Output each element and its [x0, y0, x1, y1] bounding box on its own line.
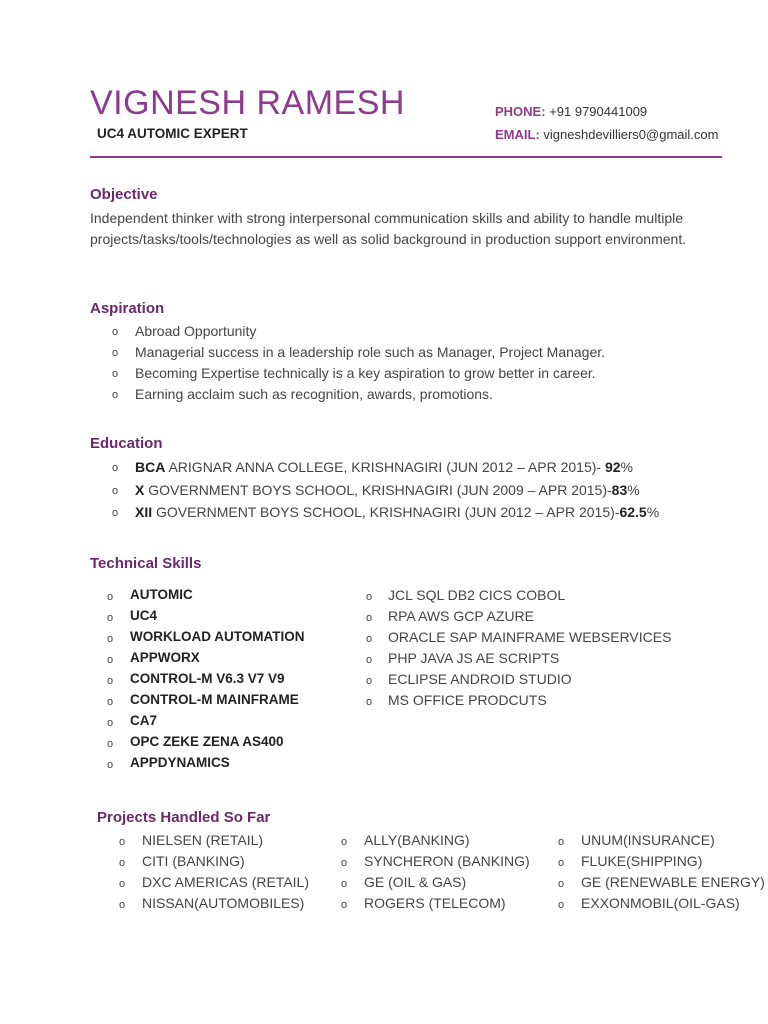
degree: XII	[135, 504, 153, 520]
percent: %	[646, 504, 660, 520]
bullet-icon: o	[107, 654, 114, 666]
bullet-icon: o	[119, 878, 126, 890]
skill-item: WORKLOAD AUTOMATION	[130, 629, 305, 644]
project-item: GE (OIL & GAS)	[364, 874, 467, 890]
bullet-icon: o	[107, 612, 114, 624]
skill-item: UC4	[130, 608, 158, 623]
bullet-icon: o	[119, 899, 126, 911]
email-label: EMAIL:	[495, 127, 540, 142]
projects-heading: Projects Handled So Far	[97, 809, 271, 826]
bullet-icon: o	[341, 857, 348, 869]
skill-item: MS OFFICE PRODCUTS	[388, 692, 547, 708]
degree: X	[135, 482, 145, 498]
list-item: Managerial success in a leadership role such as Manager, Project Manager.	[135, 344, 606, 360]
project-item: ROGERS (TELECOM)	[364, 895, 506, 911]
skill-item: APPDYNAMICS	[130, 755, 230, 770]
header-divider	[90, 156, 722, 158]
skill-item: APPWORX	[130, 650, 200, 665]
education-item	[135, 459, 633, 475]
list-item: Abroad Opportunity	[135, 323, 257, 339]
score: 83	[611, 482, 628, 498]
education-item	[135, 504, 659, 520]
bullet-icon: o	[366, 675, 373, 687]
skill-item: CA7	[130, 713, 158, 728]
email-value: vigneshdevilliers0@gmail.com	[543, 127, 719, 142]
skill-item: CONTROL-M V6.3 V7 V9	[130, 671, 285, 686]
bullet-icon: o	[341, 836, 348, 848]
degree: BCA	[135, 459, 166, 475]
skill-item: CONTROL-M MAINFRAME	[130, 692, 299, 707]
bullet-icon: o	[558, 899, 565, 911]
bullet-icon: o	[107, 759, 114, 771]
phone-label: PHONE:	[495, 104, 546, 119]
score: 92	[604, 459, 621, 475]
aspiration-heading: Aspiration	[90, 300, 165, 317]
phone-value: +91 9790441009	[549, 104, 648, 119]
bullet-icon: o	[341, 878, 348, 890]
skill-item: PHP JAVA JS AE SCRIPTS	[388, 650, 560, 666]
bullet-icon: o	[366, 633, 373, 645]
bullet-icon: o	[366, 591, 373, 603]
project-item: EXXONMOBIL(OIL-GAS)	[581, 895, 740, 911]
skill-item: ECLIPSE ANDROID STUDIO	[388, 671, 572, 687]
bullet-icon: o	[366, 612, 373, 624]
skill-item: AUTOMIC	[130, 587, 193, 602]
bullet-icon: o	[112, 507, 119, 519]
bullet-icon: o	[119, 857, 126, 869]
skill-item: OPC ZEKE ZENA AS400	[130, 734, 284, 749]
project-item: UNUM(INSURANCE)	[581, 832, 715, 848]
bullet-icon: o	[558, 878, 565, 890]
bullet-icon: o	[112, 326, 119, 338]
objective-heading: Objective	[90, 186, 158, 203]
phone-line	[495, 104, 647, 119]
project-item: SYNCHERON (BANKING)	[364, 853, 530, 869]
bullet-icon: o	[558, 836, 565, 848]
project-item: GE (RENEWABLE ENERGY)	[581, 874, 765, 890]
bullet-icon: o	[107, 738, 114, 750]
project-item: CITI (BANKING)	[142, 853, 245, 869]
bullet-icon: o	[107, 591, 114, 603]
list-item: Earning acclaim such as recognition, awards, promotions.	[135, 386, 493, 402]
education-item	[135, 482, 640, 498]
percent: %	[627, 482, 640, 498]
skill-item: RPA AWS GCP AZURE	[388, 608, 535, 624]
bullet-icon: o	[107, 633, 114, 645]
project-item: FLUKE(SHIPPING)	[581, 853, 703, 869]
bullet-icon: o	[558, 857, 565, 869]
bullet-icon: o	[119, 836, 126, 848]
bullet-icon: o	[112, 462, 119, 474]
percent: %	[620, 459, 633, 475]
institution: ARIGNAR ANNA COLLEGE, KRISHNAGIRI (JUN 2012 – APR 2015)-	[165, 459, 605, 475]
bullet-icon: o	[107, 717, 114, 729]
candidate-name: VIGNESH RAMESH	[90, 84, 405, 122]
job-title: UC4 AUTOMIC EXPERT	[97, 126, 248, 141]
project-item: DXC AMERICAS (RETAIL)	[142, 874, 309, 890]
bullet-icon: o	[112, 368, 119, 380]
skill-item: ORACLE SAP MAINFRAME WEBSERVICES	[388, 629, 672, 645]
skills-heading: Technical Skills	[90, 555, 202, 572]
bullet-icon: o	[107, 696, 114, 708]
bullet-icon: o	[107, 675, 114, 687]
bullet-icon: o	[366, 696, 373, 708]
institution: GOVERNMENT BOYS SCHOOL, KRISHNAGIRI (JUN 2012 – APR 2015)-	[152, 504, 620, 520]
bullet-icon: o	[341, 899, 348, 911]
project-item: NIELSEN (RETAIL)	[142, 832, 264, 848]
bullet-icon: o	[366, 654, 373, 666]
education-heading: Education	[90, 435, 163, 452]
skill-item: JCL SQL DB2 CICS COBOL	[388, 587, 566, 603]
score: 62.5	[619, 504, 647, 520]
email-line	[495, 127, 718, 142]
objective-text: Independent thinker with strong interpersonal communication skills and ability to handle multiple projects/tasks/tools/technologies as well as solid background in production support environment.	[90, 210, 687, 247]
project-item: ALLY(BANKING)	[364, 832, 470, 848]
bullet-icon: o	[112, 485, 119, 497]
bullet-icon: o	[112, 389, 119, 401]
project-item: NISSAN(AUTOMOBILES)	[142, 895, 305, 911]
list-item: Becoming Expertise technically is a key aspiration to grow better in career.	[135, 365, 596, 381]
bullet-icon: o	[112, 347, 119, 359]
institution: GOVERNMENT BOYS SCHOOL, KRISHNAGIRI (JUN 2009 – APR 2015)-	[144, 482, 612, 498]
